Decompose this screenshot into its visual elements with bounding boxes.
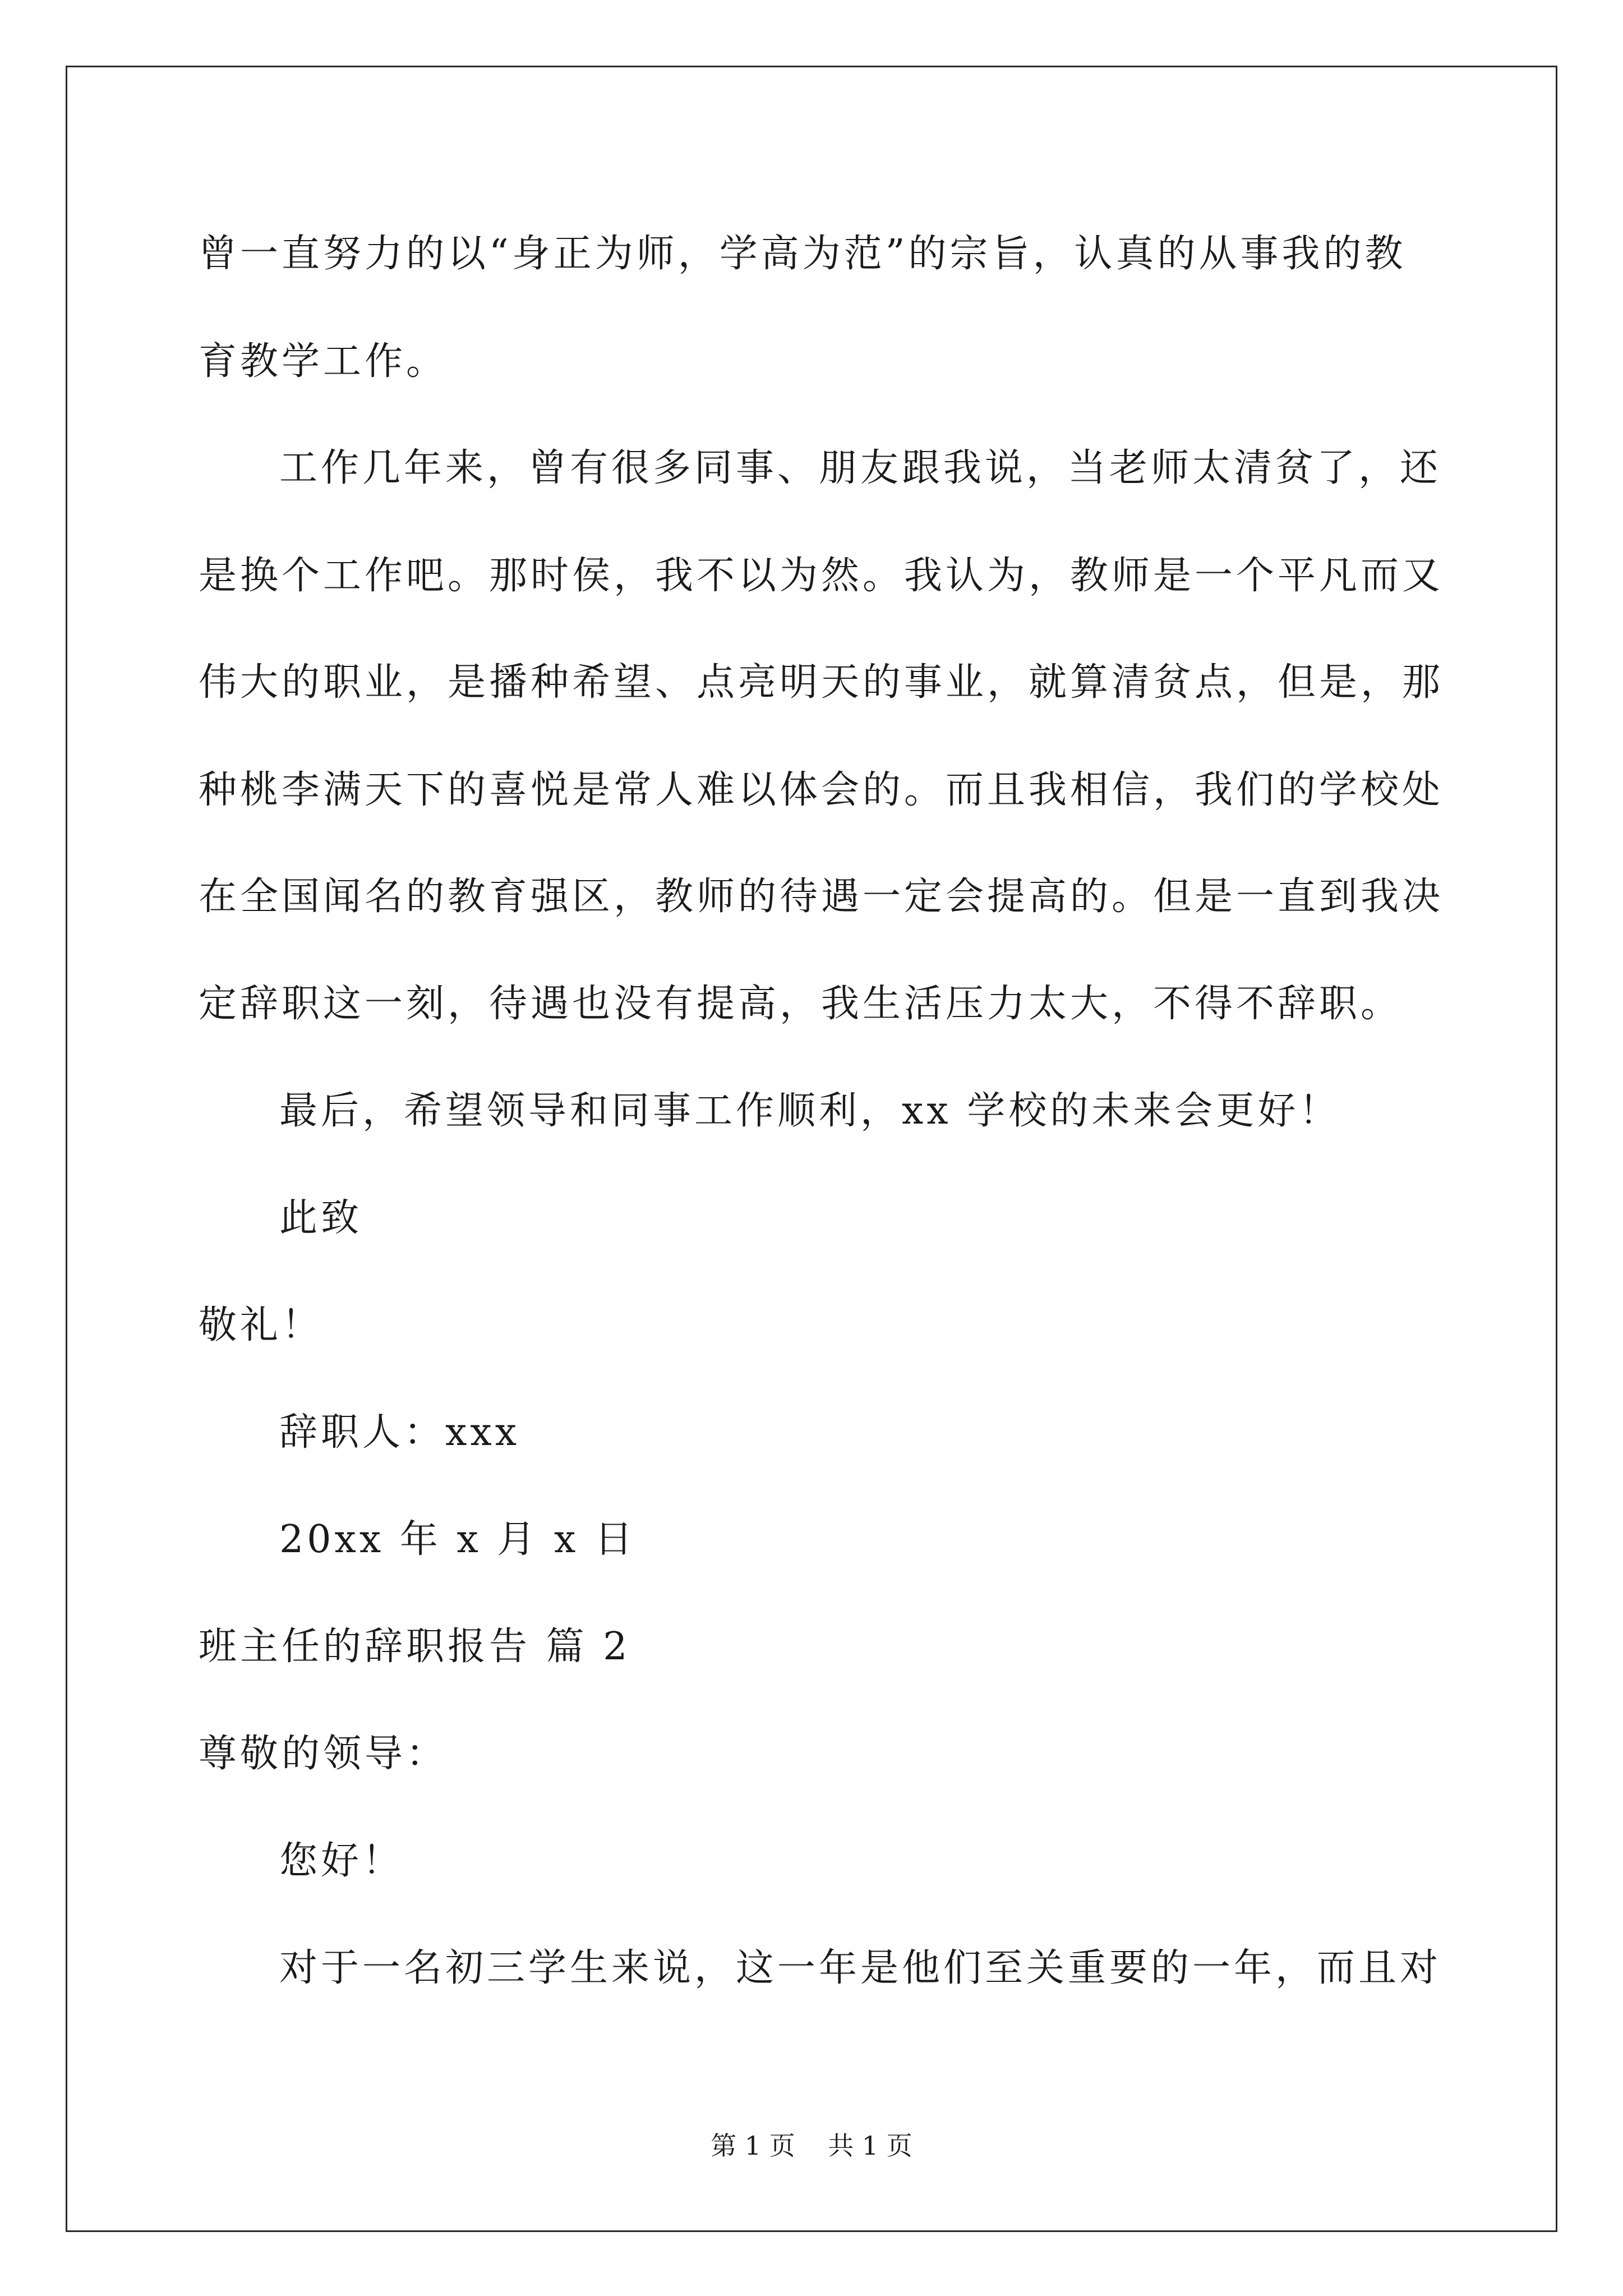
paragraph-line: 对于一名初三学生来说，这一年是他们至关重要的一年，而且对: [279, 1946, 1442, 1990]
greeting: 尊敬的领导：: [199, 1732, 448, 1776]
paragraph-line: 育教学工作。: [199, 339, 448, 384]
paragraph-line: 伟大的职业，是播种希望、点亮明天的事业，就算清贫点，但是，那: [199, 660, 1444, 705]
paragraph-line: 种桃李满天下的喜悦是常人难以体会的。而且我相信，我们的学校处: [199, 768, 1444, 812]
greeting-hello: 您好！: [279, 1839, 404, 1883]
page-footer: 第 1 页 共 1 页: [711, 2131, 912, 2161]
salutation-jingli: 敬礼！: [199, 1303, 324, 1347]
closing-wish: 最后，希望领导和同事工作顺利，xx 学校的未来会更好！: [279, 1089, 1341, 1133]
paragraph-line: 定辞职这一刻，待遇也没有提高，我生活压力太大，不得不辞职。: [199, 982, 1403, 1026]
signature: 辞职人：xxx: [279, 1410, 520, 1455]
salutation-cizhi: 此致: [279, 1196, 363, 1240]
paragraph-line: 工作几年来，曾有很多同事、朋友跟我说，当老师太清贫了，还: [279, 446, 1442, 490]
date: 20xx 年 x 月 x 日: [279, 1517, 637, 1562]
paragraph-line: 在全国闻名的教育强区，教师的待遇一定会提高的。但是一直到我决: [199, 875, 1444, 919]
page-border: [66, 66, 1557, 2232]
paragraph-line: 是换个工作吧。那时侯，我不以为然。我认为，教师是一个平凡而又: [199, 554, 1444, 598]
section-title: 班主任的辞职报告 篇 2: [199, 1625, 631, 1669]
paragraph-line: 曾一直努力的以“身正为师，学高为范”的宗旨，认真的从事我的教: [199, 232, 1407, 276]
